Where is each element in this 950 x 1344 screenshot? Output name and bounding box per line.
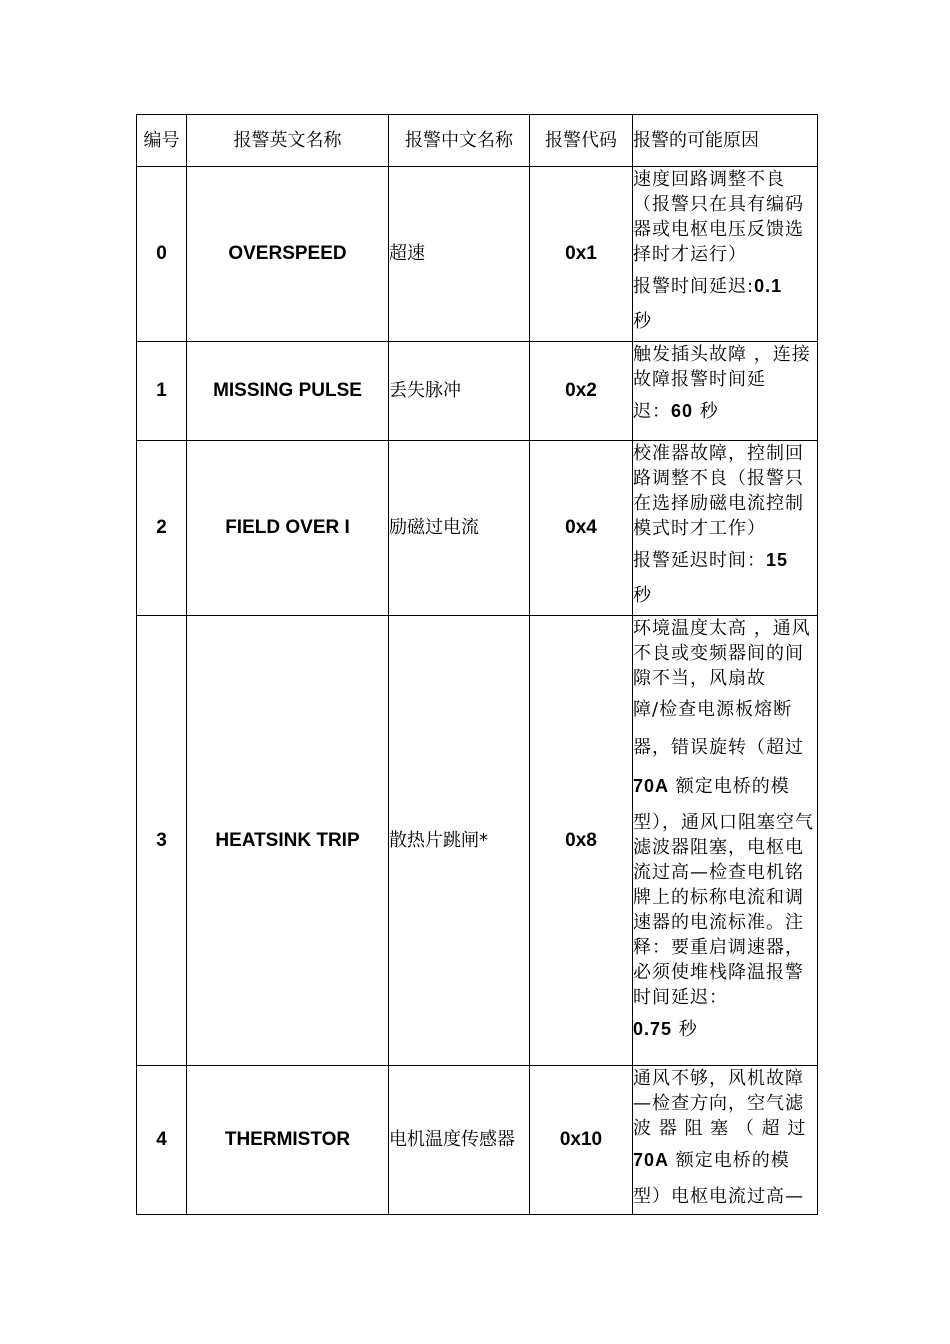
cause-line [633,767,817,806]
delay-unit: 秒 [693,401,719,422]
cause-line: 型）电枢电流过高— [633,1186,804,1207]
row-en-name: FIELD OVER I [187,441,389,616]
cause-delay [633,1010,817,1049]
delay-label: 迟： [633,401,671,422]
delay-label: 报警时间延迟: [633,276,755,297]
delay-value: 0.75 [633,1019,673,1039]
header-en-name: 报警英文名称 [187,115,389,167]
table-header-row [137,115,818,167]
cause-line-text: 额定电桥的模 [669,776,790,797]
cause-text: 触发插头故障 ，连接故障报警时间延 [633,344,811,390]
delay-value: 60 [671,401,694,421]
table-row [137,441,818,616]
delay-label: 报警延迟时间： [633,550,766,571]
cause-delay [633,392,817,431]
delay-value: 15 [766,550,789,570]
row-code: 0x1 [530,167,633,342]
row-code: 0x8 [530,616,633,1066]
row-code: 0x4 [530,441,633,616]
cause-text: 型），通风口阻塞空气滤波器阻塞，电枢电流过高—检查电机铭牌上的标称电流和调速器的电流标准。注释：要重启调速器，必须使堆栈降温报警时间延迟： [633,812,814,1008]
header-code: 报警代码 [530,115,633,167]
row-cn-name: 散热片跳闸* [389,616,530,1066]
cause-delay [633,541,817,580]
row-no: 2 [137,441,187,616]
cause-value: 70A [633,776,670,796]
delay-value: 0.1 [754,276,783,296]
cause-line [633,1141,817,1180]
alarm-table [136,114,818,1215]
row-no: 0 [137,167,187,342]
row-cause [633,167,818,342]
cause-text: 校准器故障，控制回路调整不良（报警只在选择励磁电流控制模式时才工作） [633,443,804,539]
cause-text: 环境温度太高 ，通风不良或变频器间的间隙不当，风扇故 [633,618,811,689]
row-no: 3 [137,616,187,1066]
row-cause [633,342,818,441]
row-no: 1 [137,342,187,441]
delay-unit: 秒 [633,311,652,332]
row-cn-name: 励磁过电流 [389,441,530,616]
row-en-name: THERMISTOR [187,1066,389,1215]
header-cn-name: 报警中文名称 [389,115,530,167]
row-en-name: OVERSPEED [187,167,389,342]
cause-line: 器，错误旋转（超过 [633,737,804,758]
table-row [137,616,818,1066]
row-en-name: MISSING PULSE [187,342,389,441]
cause-delay [633,267,817,306]
delay-unit: 秒 [633,585,652,606]
table-row [137,342,818,441]
delay-unit: 秒 [672,1019,698,1040]
row-code: 0x2 [530,342,633,441]
row-cn-name: 丢失脉冲 [389,342,530,441]
table-row [137,167,818,342]
row-en-name: HEATSINK TRIP [187,616,389,1066]
cause-line: 障/检查电源板熔断 [633,699,793,720]
row-no: 4 [137,1066,187,1215]
row-code: 0x10 [530,1066,633,1215]
row-cn-name: 超速 [389,167,530,342]
cause-text: 速度回路调整不良（报警只在具有编码器或电枢电压反馈选择时才运行） [633,169,804,265]
row-cause [633,441,818,616]
header-no: 编号 [137,115,187,167]
row-cause [633,1066,818,1215]
header-cause: 报警的可能原因 [633,115,818,167]
cause-text: 通风不够，风机故障—检查方向，空气滤波 器 阻 塞 （ 超 过 [633,1068,807,1139]
table-row [137,1066,818,1215]
cause-value: 70A [633,1150,670,1170]
row-cn-name: 电机温度传感器 [389,1066,530,1215]
cause-line-text: 额定电桥的模 [669,1150,790,1171]
row-cause [633,616,818,1066]
